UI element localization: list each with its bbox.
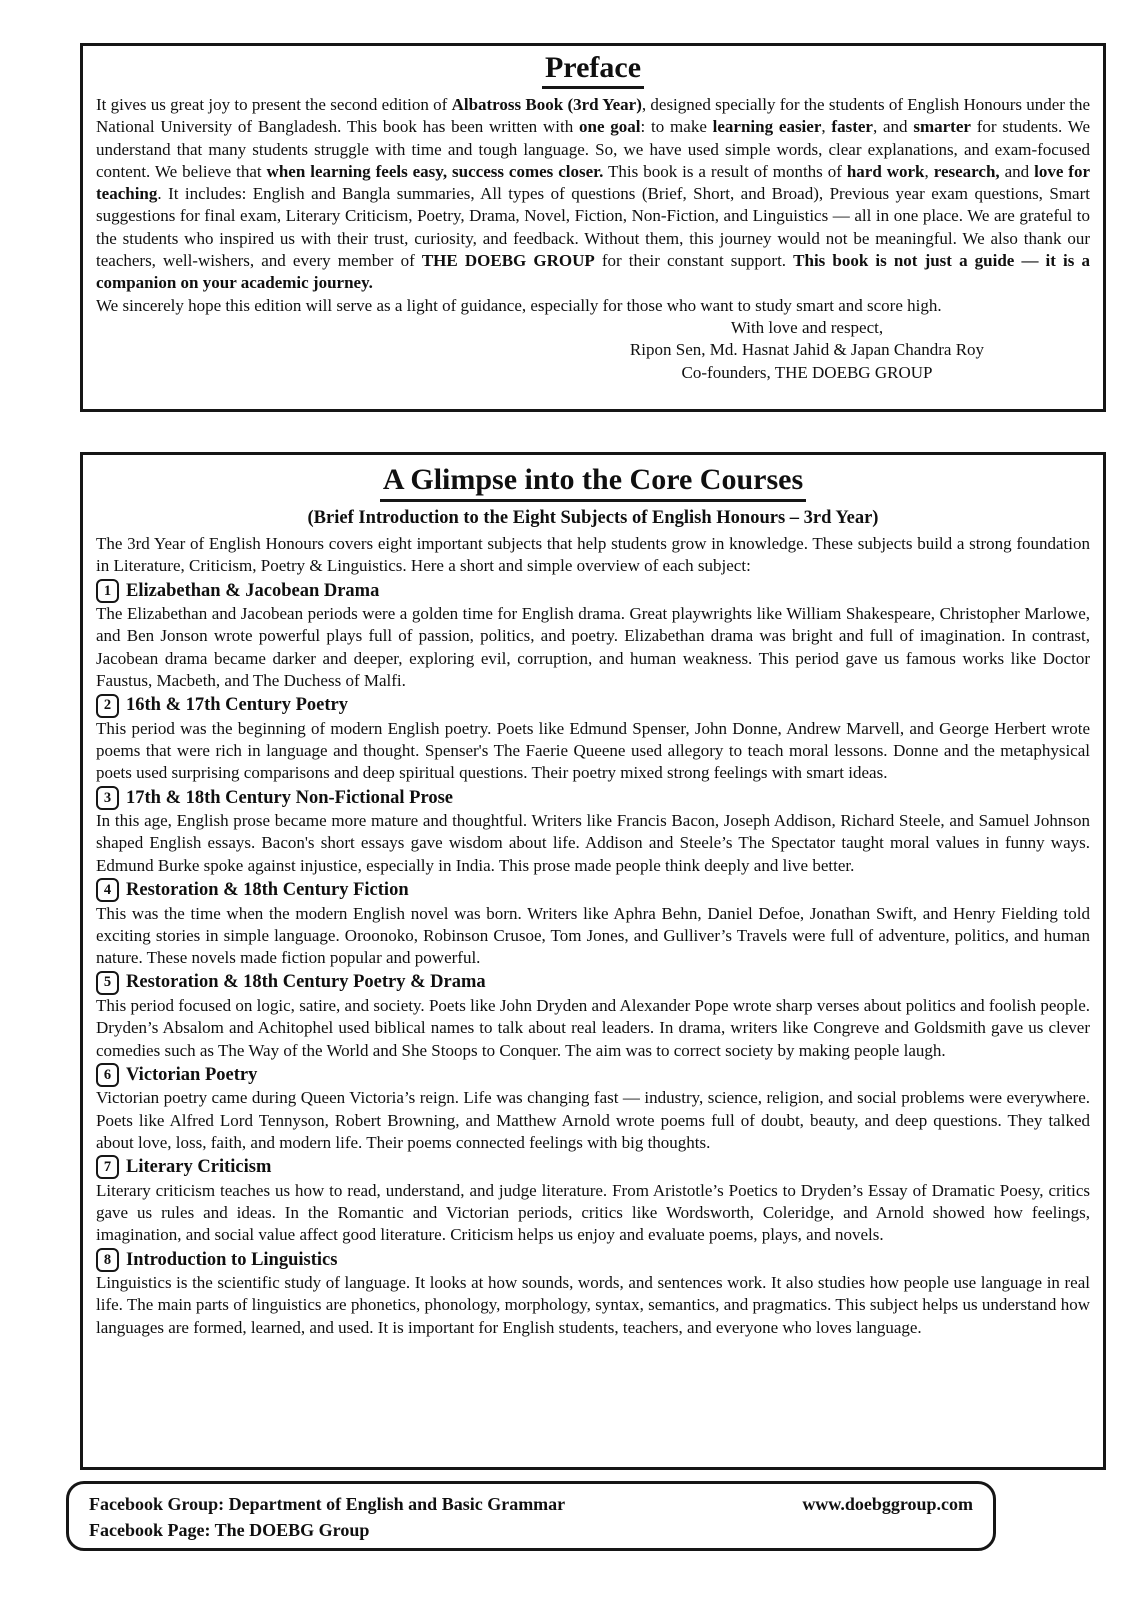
course-description: Linguistics is the scientific study of language. It looks at how sounds, words, and sentences work. It also studies how people use language in real life. The main parts of linguistics are phonetics, phonology, morphology, syntax, semantics, and pragmatics. This subject helps us understand how languages are formed, learned, and used. It is important for English students, teachers, and everyone who loves language. — [96, 1273, 1090, 1337]
core-courses-title-wrap — [96, 462, 1090, 502]
course-number-badge: 1 — [96, 579, 119, 603]
signature-block — [572, 317, 1042, 384]
course-heading — [96, 1063, 1090, 1088]
signature-line-regards: With love and respect, — [730, 317, 884, 337]
course-title: Restoration & 18th Century Poetry & Drama — [126, 972, 486, 993]
course-section — [96, 579, 1090, 693]
course-heading — [96, 786, 1090, 811]
preface-title-wrap — [96, 51, 1090, 89]
core-courses-subtitle: (Brief Introduction to the Eight Subjects of English Honours – 3rd Year) — [307, 508, 879, 528]
preface-hope-line: We sincerely hope this edition will serve as a light of guidance, especially for those who want to study smart and score high. — [96, 295, 942, 315]
course-section — [96, 693, 1090, 784]
course-number-badge: 4 — [96, 878, 119, 902]
course-heading — [96, 1248, 1090, 1273]
signature-line-authors: Ripon Sen, Md. Hasnat Jahid & Japan Chandra Roy — [629, 340, 985, 360]
course-description: This period was the beginning of modern English poetry. Poets like Edmund Spenser, John Donne, Andrew Marvell, and George Herbert wrote poems that were rich in language and thought. Spenser's The Faerie Queene used allegory to teach moral lessons. Donne and the metaphysical poets used surprising comparisons and deep spiritual questions. Their poetry mixed strong feelings with smart ideas. — [96, 718, 1090, 783]
course-section — [96, 878, 1090, 969]
course-section — [96, 970, 1090, 1061]
course-title: Victorian Poetry — [126, 1064, 258, 1085]
preface-body: It gives us great joy to present the second edition of Albatross Book (3rd Year), designed specially for the students of English Honours under the National University of Bangladesh. This book has been written with one goal: to make learning easier, faster, and smarter for students. We understand that many students struggle with time and tough language. So, we have used simple words, clear explanations, and exam-focused content. We believe that when learning feels easy, success comes closer. This book is a result of months of hard work, research, and love for teaching. It includes: English and Bangla summaries, All types of questions (Brief, Short, and Broad), Previous year exam questions, Smart suggestions for final exam, Literary Criticism, Poetry, Drama, Novel, Fiction, Non-Fiction, and Linguistics — all in one place. We are grateful to the students who inspired us with their trust, curiosity, and feedback. Without them, this journey would not be meaningful. We also thank our teachers, well-wishers, and every member of THE DOEBG GROUP for their constant support. This book is not just a guide — it is a companion on your academic journey. — [96, 95, 1091, 293]
facebook-page-label: Facebook Page: The DOEBG Group — [89, 1520, 370, 1540]
course-heading — [96, 579, 1090, 604]
course-number-badge: 6 — [96, 1063, 119, 1087]
course-heading — [96, 1155, 1090, 1180]
course-number-badge: 2 — [96, 694, 119, 718]
core-courses-intro: The 3rd Year of English Honours covers eight important subjects that help students grow in knowledge. These subjects build a strong foundation in Literature, Criticism, Poetry & Linguistics. Here a short and simple overview of each subject: — [96, 534, 1090, 576]
course-title: Elizabethan & Jacobean Drama — [126, 580, 380, 601]
course-description: In this age, English prose became more mature and thoughtful. Writers like Francis Bacon, Joseph Addison, Richard Steele, and Samuel Johnson shaped English essays. Bacon's short essays gave wisdom about life. Addison and Steele’s The Spectator taught moral values in funny ways. Edmund Burke spoke against injustice, especially in India. This prose made people think deeply and live better. — [96, 811, 1090, 875]
signature-line-role: Co-founders, THE DOEBG GROUP — [681, 362, 933, 382]
course-description: Victorian poetry came during Queen Victoria’s reign. Life was changing fast — industry, science, religion, and social problems were everywhere. Poets like Alfred Lord Tennyson, Robert Browning, and Matthew Arnold wrote poems full of doubt, beauty, and deep questions. They talked about love, loss, faith, and modern life. Their poems connected feelings with big thoughts. — [96, 1088, 1090, 1152]
footer-row-2 — [89, 1517, 973, 1543]
course-number-badge: 8 — [96, 1248, 119, 1272]
footer-row-1 — [89, 1491, 973, 1517]
course-section — [96, 1063, 1090, 1154]
preface-title: Preface — [542, 51, 644, 89]
facebook-group-label: Facebook Group: Department of English and Basic Grammar — [89, 1494, 566, 1514]
footer-contact-box — [66, 1481, 996, 1551]
course-section — [96, 1248, 1090, 1339]
course-number-badge: 7 — [96, 1155, 119, 1179]
course-heading — [96, 970, 1090, 995]
course-description: The Elizabethan and Jacobean periods were a golden time for English drama. Great playwrights like William Shakespeare, Christopher Marlowe, and Ben Jonson wrote powerful plays full of passion, politics, and poetry. Elizabethan drama was bright and full of imagination. In contrast, Jacobean drama became darker and deeper, exploring evil, corruption, and human weakness. This period gave us famous works like Doctor Faustus, Macbeth, and The Duchess of Malfi. — [96, 604, 1090, 690]
course-heading — [96, 693, 1090, 718]
course-title: Restoration & 18th Century Fiction — [126, 880, 409, 901]
core-courses-title: A Glimpse into the Core Courses — [380, 462, 806, 502]
website-url: www.doebggroup.com — [802, 1494, 973, 1514]
course-title: 16th & 17th Century Poetry — [126, 695, 348, 716]
course-number-badge: 3 — [96, 786, 119, 810]
course-description: Literary criticism teaches us how to read, understand, and judge literature. From Aristotle’s Poetics to Dryden’s Essay of Dramatic Poesy, critics gave us rules and ideas. In the Romantic and Victorian periods, critics like Wordsworth, Coleridge, and Arnold showed how feelings, imagination, and social value affect good literature. Criticism helps us enjoy and evaluate poems, plays, and novels. — [96, 1180, 1090, 1245]
core-courses-section — [80, 452, 1106, 1470]
course-section — [96, 1155, 1090, 1246]
course-number-badge: 5 — [96, 971, 119, 995]
course-title: Introduction to Linguistics — [126, 1249, 338, 1270]
course-section — [96, 786, 1090, 877]
course-description: This period focused on logic, satire, and society. Poets like John Dryden and Alexander Pope wrote sharp verses about politics and foolish people. Dryden’s Absalom and Achitophel used biblical names to talk about real leaders. In drama, writers like Congreve and Goldsmith gave us clever comedies such as The Way of the World and She Stoops to Conquer. The aim was to correct society by making people laugh. — [96, 995, 1090, 1060]
course-title: Literary Criticism — [126, 1157, 272, 1178]
preface-section — [80, 43, 1106, 412]
course-title: 17th & 18th Century Non-Fictional Prose — [126, 787, 453, 808]
course-description: This was the time when the modern English novel was born. Writers like Aphra Behn, Daniel Defoe, Jonathan Swift, and Henry Fielding told exciting stories in simple language. Oroonoko, Robinson Crusoe, Tom Jones, and Gulliver’s Travels were full of adventure, politics, and human nature. These novels made fiction popular and powerful. — [96, 903, 1090, 968]
course-sections — [96, 579, 1090, 1339]
course-heading — [96, 878, 1090, 903]
